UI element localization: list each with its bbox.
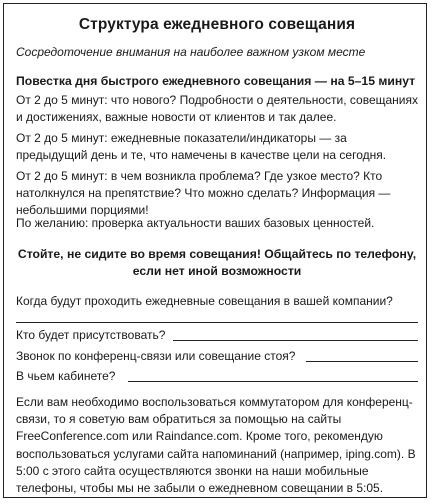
meeting-format-row: [16, 348, 418, 365]
meeting-room-label: В чьем кабинете?: [16, 369, 116, 383]
agenda-item-values: По желанию: проверка актуальности ваших базовых ценностей.: [16, 216, 375, 230]
meeting-format-label: Звонок по конференц-связи или совещание стоя?: [16, 349, 296, 363]
agenda-heading: Повестка дня быстрого ежедневного совещания — на 5–15 минут: [16, 74, 416, 88]
document-frame: [3, 3, 427, 498]
meeting-room-row: [16, 368, 418, 385]
document-subtitle: Сосредоточение внимания на наиболее важном узком месте: [16, 45, 366, 59]
standup-warning: Стойте, не сидите во время совещания! Общайтесь по телефону, если нет иной возможности: [17, 247, 417, 278]
attendees-row: [16, 327, 418, 344]
agenda-item-news: От 2 до 5 минут: что нового? Подробности о деятельности, совещаниях и достижениях, важные новости от клиентов и так далее.: [16, 93, 418, 124]
attendees-answer-line[interactable]: [173, 340, 418, 341]
agenda-item-metrics: От 2 до 5 минут: ежедневные показатели/индикаторы — за предыдущий день и те, что намечены в качестве цели на сегодня.: [16, 131, 387, 162]
document-title: Структура ежедневного совещания: [78, 16, 356, 33]
meeting-time-answer-line[interactable]: [16, 322, 418, 323]
conference-call-note: Если вам необходимо воспользоваться коммутатором для конференц-связи, то я советую вам обратиться за помощью на сайты FreeConference.com или Raindance.com. Кроме того, рекомендую воспользоваться услугами сайта напоминаний (например, iping.com). В 5:00 с этого сайта осуществляются звонки на наши мобильные телефоны, чтобы мы не забыли о ежедневном совещании в 5:05.: [16, 395, 416, 496]
meeting-format-answer-line[interactable]: [306, 361, 418, 362]
attendees-label: Кто будет присутствовать?: [16, 328, 166, 342]
meeting-room-answer-line[interactable]: [128, 381, 418, 382]
meeting-time-question: Когда будут проходить ежедневные совещания в вашей компании?: [16, 294, 393, 308]
agenda-item-problem: От 2 до 5 минут: в чем возникла проблема? Где узкое место? Кто натолкнулся на препятствие? Что можно сделать? Информация — небольшими порциями!: [16, 169, 391, 217]
